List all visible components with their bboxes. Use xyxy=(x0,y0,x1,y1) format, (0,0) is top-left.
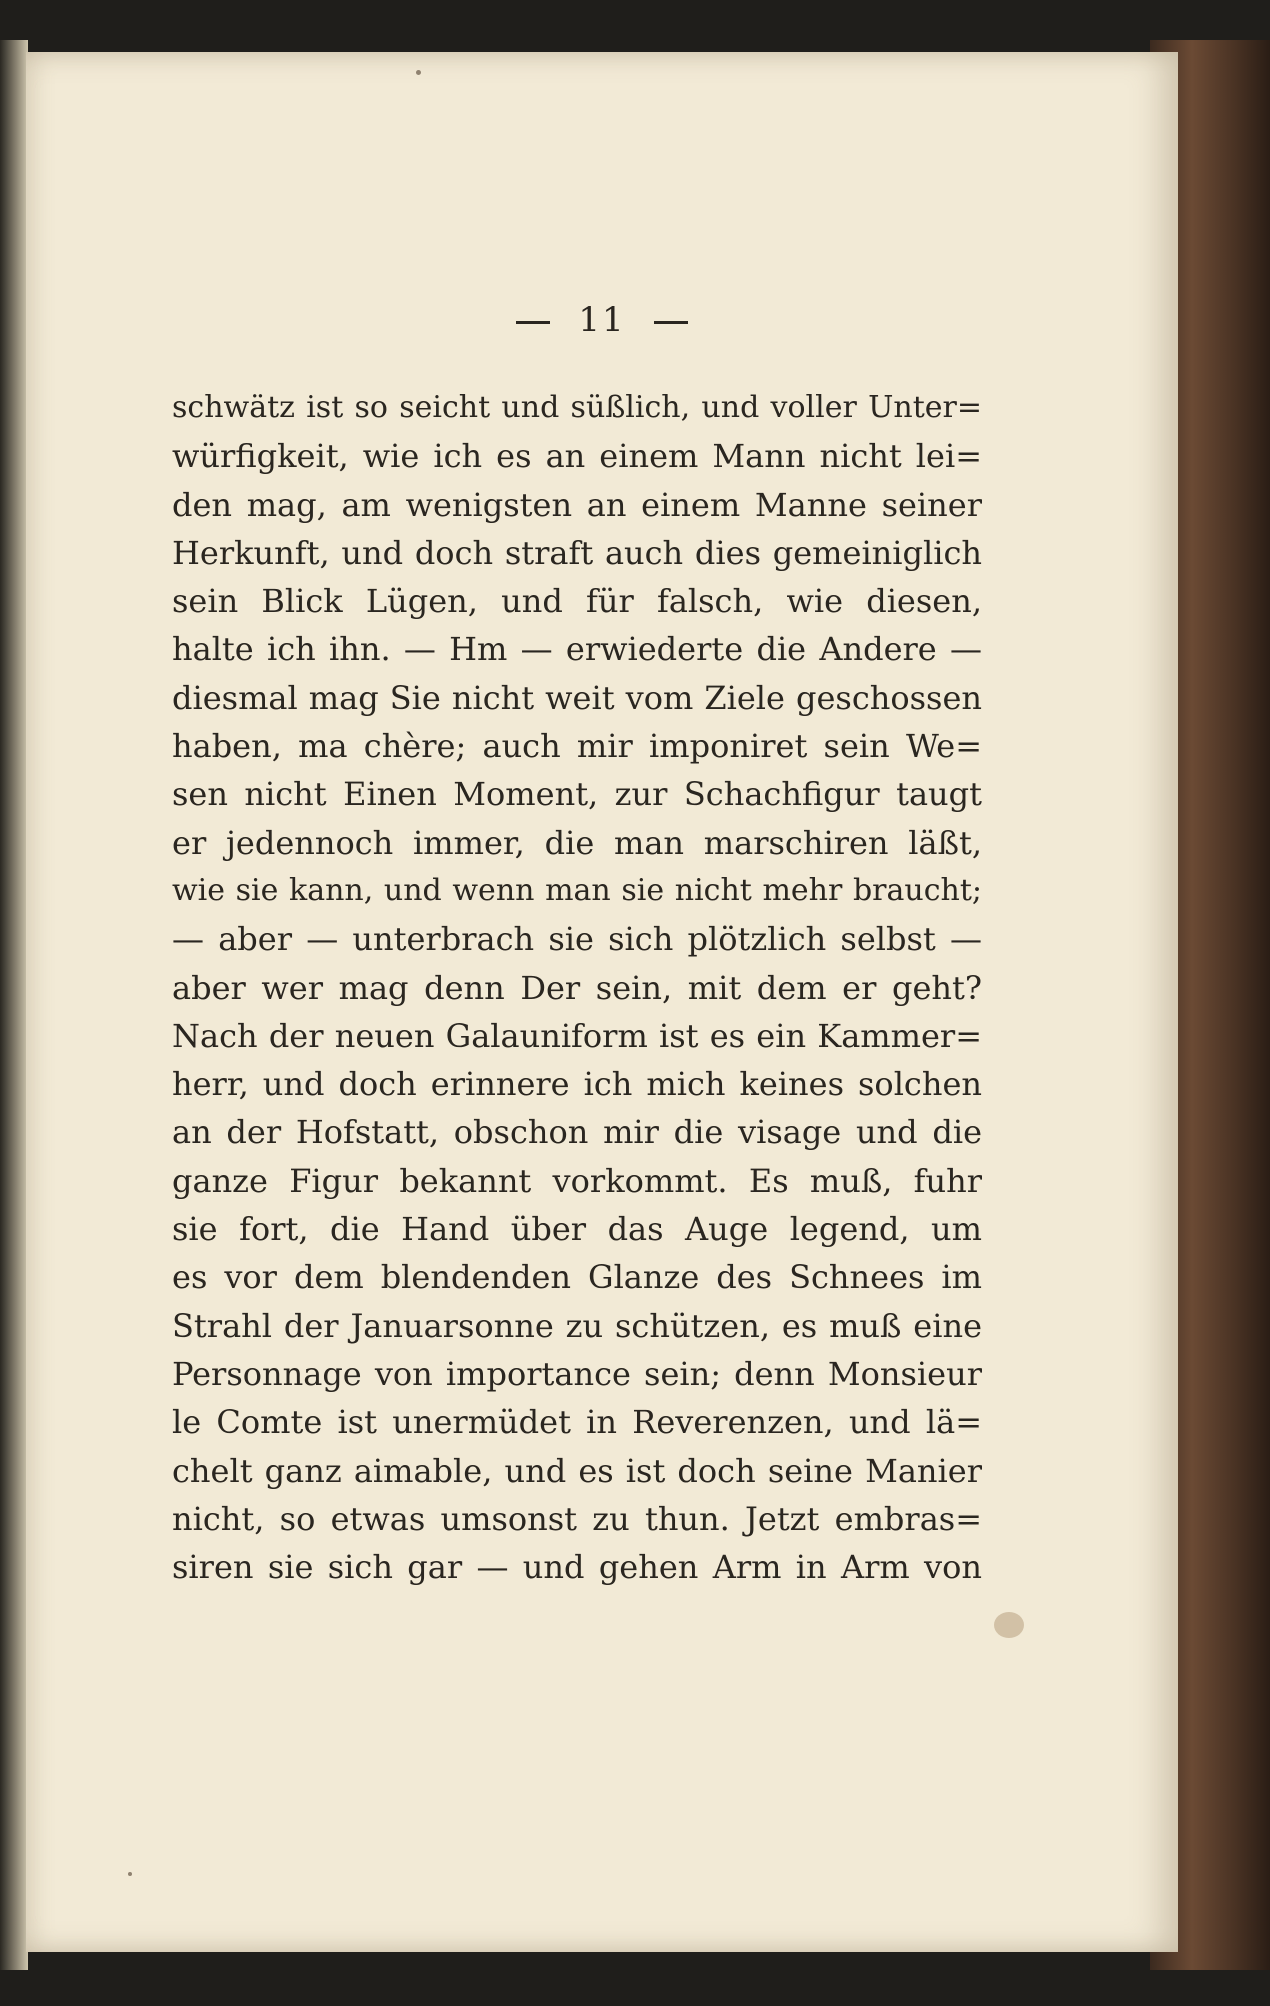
text-line: den mag, am wenigsten an einem Manne seiner xyxy=(172,485,982,524)
paper-speck xyxy=(128,1872,132,1876)
text-line: Herkunft, und doch straft auch dies gemeiniglich xyxy=(172,533,982,572)
paper-stain xyxy=(994,1612,1024,1638)
text-line: halte ich ihn. — Hm — erwiederte die Andere — xyxy=(172,630,982,669)
header-dash-right xyxy=(654,321,688,324)
text-line: an der Hofstatt, obschon mir die visage und die xyxy=(172,1113,982,1152)
binding-left-edge xyxy=(0,40,28,1970)
text-line: schwätz ist so seicht und süßlich, und voller Unter= xyxy=(172,390,982,425)
text-line: haben, ma chère; auch mir imponiret sein We= xyxy=(172,727,982,766)
text-line: er jedennoch immer, die man marschiren läßt, xyxy=(172,823,982,862)
body-text xyxy=(172,384,982,1591)
header-dash-left xyxy=(516,321,550,324)
text-line: aber wer mag denn Der sein, mit dem er geht? xyxy=(172,968,982,1007)
text-line: Strahl der Januarsonne zu schützen, es muß eine xyxy=(172,1306,982,1345)
text-line: — aber — unterbrach sie sich plötzlich selbst — xyxy=(172,920,982,959)
text-line: le Comte ist unermüdet in Reverenzen, und lä= xyxy=(172,1403,982,1442)
text-line: wie sie kann, und wenn man sie nicht mehr braucht; xyxy=(172,872,982,908)
page-number: 11 xyxy=(578,300,626,340)
text-line: diesmal mag Sie nicht weit vom Ziele geschossen xyxy=(172,678,982,717)
text-line: Nach der neuen Galauniform ist es ein Kammer= xyxy=(172,1016,982,1055)
text-line: sein Blick Lügen, und für falsch, wie diesen, xyxy=(172,582,982,621)
text-line: sie fort, die Hand über das Auge legend, um xyxy=(172,1210,982,1249)
text-line: sen nicht Einen Moment, zur Schachfigur taugt xyxy=(172,775,982,814)
page-header xyxy=(26,300,1178,340)
text-line: herr, und doch erinnere ich mich keines solchen xyxy=(172,1065,982,1104)
text-line: chelt ganz aimable, und es ist doch seine Manier xyxy=(172,1451,982,1490)
text-line: siren sie sich gar — und gehen Arm in Arm von xyxy=(172,1548,982,1587)
paper-speck xyxy=(416,70,421,75)
text-line: würfigkeit, wie ich es an einem Mann nicht lei= xyxy=(172,437,982,476)
text-line: es vor dem blendenden Glanze des Schnees im xyxy=(172,1258,982,1297)
text-line: nicht, so etwas umsonst zu thun. Jetzt embras= xyxy=(172,1499,982,1538)
text-line: Personnage von importance sein; denn Monsieur xyxy=(172,1354,982,1393)
page-sheet xyxy=(26,52,1178,1952)
text-line: ganze Figur bekannt vorkommt. Es muß, fuhr xyxy=(172,1161,982,1200)
